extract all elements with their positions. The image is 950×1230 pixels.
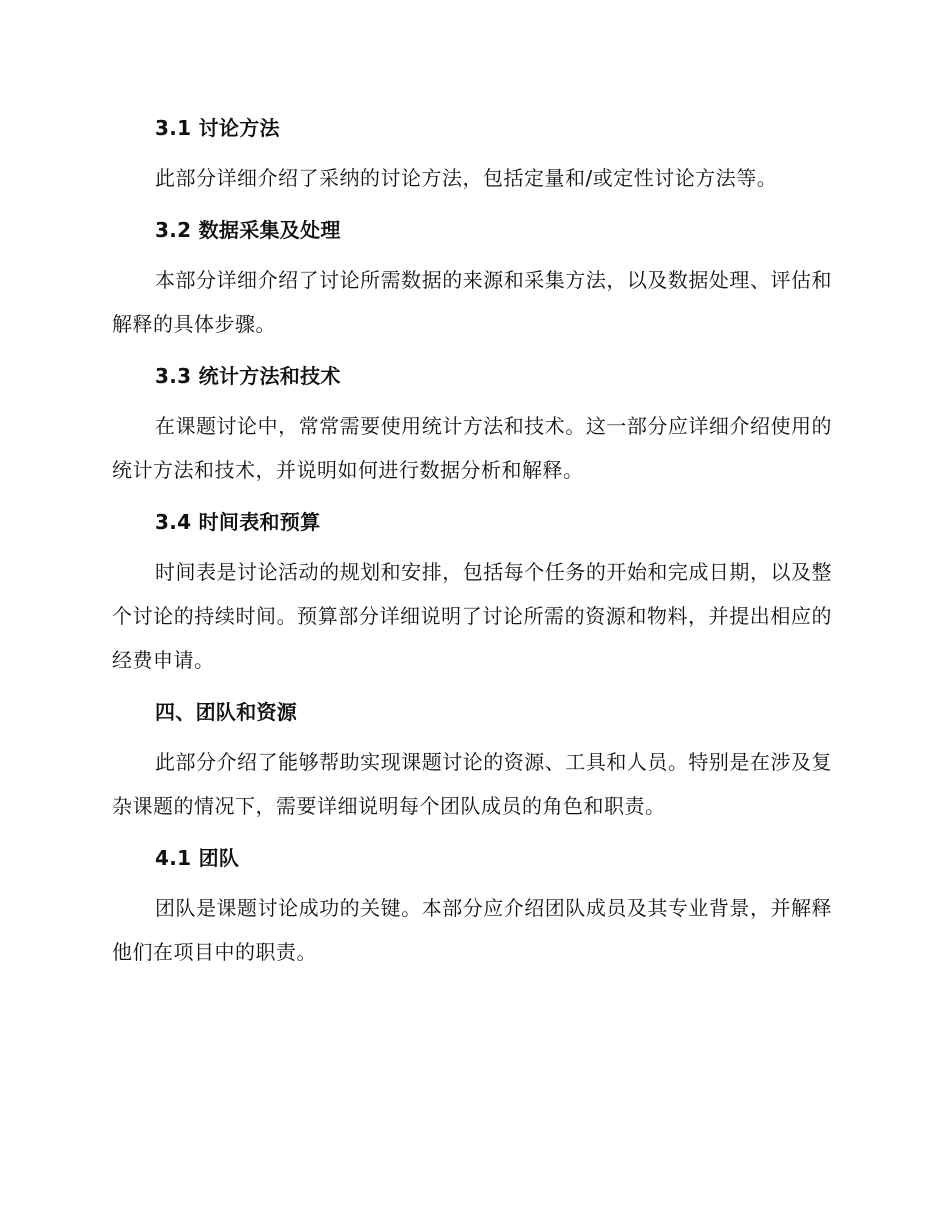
section-heading-4-1: 4.1 团队 (155, 846, 240, 870)
section-paragraph-3-3: 在课题讨论中，常常需要使用统计方法和技术。这一部分应详细介绍使用的统计方法和技术，并说明如何进行数据分析和解释。 (112, 414, 832, 482)
section-heading-3-4: 3.4 时间表和预算 (155, 510, 321, 534)
section-paragraph-3-2: 本部分详细介绍了讨论所需数据的来源和采集方法，以及数据处理、评估和解释的具体步骤。 (112, 268, 832, 336)
section-paragraph-4: 此部分介绍了能够帮助实现课题讨论的资源、工具和人员。特别是在涉及复杂课题的情况下，需要详细说明每个团队成员的角色和职责。 (112, 750, 832, 818)
section-paragraph-3-4: 时间表是讨论活动的规划和安排，包括每个任务的开始和完成日期，以及整个讨论的持续时间。预算部分详细说明了讨论所需的资源和物料，并提出相应的经费申请。 (112, 560, 832, 672)
section-paragraph-3-1: 此部分详细介绍了采纳的讨论方法，包括定量和/或定性讨论方法等。 (155, 166, 778, 190)
section-paragraph-4-1: 团队是课题讨论成功的关键。本部分应介绍团队成员及其专业背景，并解释他们在项目中的职责。 (112, 896, 832, 964)
section-heading-3-2: 3.2 数据采集及处理 (155, 218, 341, 242)
section-heading-3-1: 3.1 讨论方法 (155, 116, 280, 140)
section-heading-4: 四、团队和资源 (155, 700, 298, 724)
section-heading-3-3: 3.3 统计方法和技术 (155, 364, 341, 388)
